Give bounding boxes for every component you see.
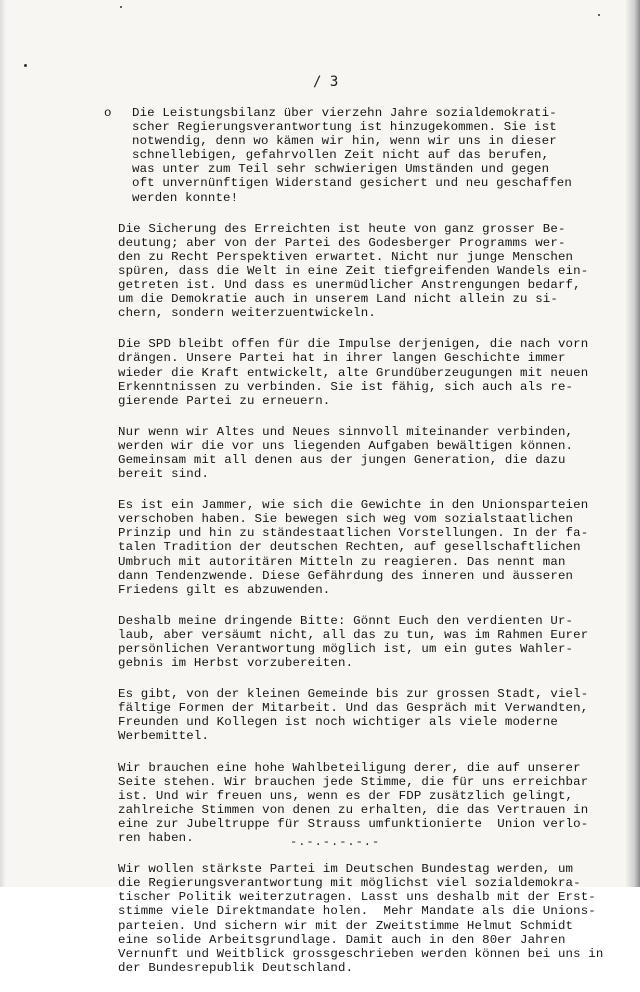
text-line: fältige Formen der Mitarbeit. Und das Gespräch mit Verwandten,	[118, 701, 589, 716]
text-line: notwendig, denn wo kämen wir hin, wenn wir uns in dieser	[132, 134, 557, 149]
scan-speck	[120, 6, 122, 8]
text-line: bereit sind.	[118, 467, 210, 482]
scan-speck	[598, 14, 600, 16]
scan-edge-left	[0, 0, 6, 887]
text-line: stimme viele Direktmandate holen. Mehr Mandate als die Unions-	[118, 904, 596, 919]
text-line: getreten ist. Und dass es unermüdlicher Anstrengungen bedarf,	[118, 278, 581, 293]
paragraph	[118, 687, 594, 743]
paragraph	[118, 862, 604, 975]
paragraph	[118, 761, 594, 846]
text-line: Es ist ein Jammer, wie sich die Gewichte in den Unionsparteien	[118, 498, 589, 513]
text-line: gebnis im Herbst vorzubereiten.	[118, 656, 354, 671]
paragraph	[118, 337, 594, 407]
paragraph	[118, 498, 594, 597]
page-number: / 3	[313, 74, 339, 90]
text-line: Wir wollen stärkste Partei im Deutschen Bundestag werden, um	[118, 862, 574, 877]
text-line: Umbruch mit autoritären Mitteln zu reagieren. Das nennt man	[118, 554, 566, 569]
bullet-marker: o	[104, 106, 112, 120]
text-line: chern, sondern weiterzuentwickeln.	[118, 306, 376, 321]
text-line: Erkenntnissen zu verbinden. Sie ist fähig, sich auch als re-	[118, 379, 574, 394]
scan-edge-right	[626, 0, 640, 887]
text-line: Die Sicherung des Erreichten ist heute von ganz grosser Be-	[118, 221, 566, 236]
paragraph	[118, 425, 594, 481]
text-line: Es gibt, von der kleinen Gemeinde bis zur grossen Stadt, viel-	[118, 687, 589, 702]
text-line: dann Tendenzwende. Diese Gefährdung des inneren und äusseren	[118, 568, 574, 583]
text-line: Gemeinsam mit all denen aus der jungen Generation, die dazu	[118, 452, 566, 467]
text-line: der Bundesrepublik Deutschland.	[118, 960, 354, 975]
text-line: Die SPD bleibt offen für die Impulse derjenigen, die nach vorn	[118, 337, 589, 352]
paragraph	[118, 222, 594, 321]
text-line: tischer Politik weiterzutragen. Lasst uns deshalb mit der Erst-	[118, 890, 596, 905]
text-line: Prinzip und hin zu ständestaatlichen Vorstellungen. In der fa-	[118, 526, 589, 541]
text-line: Seite stehen. Wir brauchen jede Stimme, die für uns erreichbar	[118, 774, 589, 789]
text-line: ren haben.	[118, 831, 194, 846]
text-line: drängen. Unsere Partei hat in ihrer langen Geschichte immer	[118, 351, 566, 366]
text-line: um die Demokratie auch in unserem Land nicht allein zu si-	[118, 292, 558, 307]
text-line: Die Leistungsbilanz über vierzehn Jahre sozialdemokrati-	[132, 106, 557, 120]
text-line: schnellebigen, gefahrvollen Zeit nicht auf das berufen,	[132, 148, 550, 163]
text-line: Nur wenn wir Altes und Neues sinnvoll miteinander verbinden,	[118, 424, 574, 439]
text-line: persönlichen Verantwortung möglich ist, um ein gutes Wahler-	[118, 642, 574, 656]
text-line: was unter zum Teil sehr schwierigen Umständen und gegen	[132, 162, 550, 177]
text-line: scher Regierungsverantwortung ist hinzugekommen. Sie ist	[132, 120, 557, 135]
text-line: eine zur Jubeltruppe für Strauss umfunktionierte Union verlo-	[118, 816, 589, 831]
bullet-text	[118, 106, 594, 205]
text-line: werden wir die vor uns liegenden Aufgaben bewältigen können.	[118, 438, 574, 453]
paragraph	[118, 614, 594, 670]
text-line: verschoben haben. Sie bewegen sich weg vom sozialstaatlichen	[118, 512, 574, 527]
scan-speck	[24, 64, 27, 67]
text-line: wieder die Kraft entwickelt, alte Grundüberzeugungen mit neuen	[118, 365, 589, 380]
text-line: werden konnte!	[132, 190, 239, 205]
paragraph	[104, 106, 594, 205]
text-line: eine solide Arbeitsgrundlage. Damit auch in den 80er Jahren	[118, 932, 566, 947]
text-line: zahlreiche Stimmen von denen zu erhalten, die das Vertrauen in	[118, 802, 589, 817]
text-line: ist. Und wir freuen uns, wenn es der FDP zusätzlich gelingt,	[118, 788, 574, 803]
text-line: Wir brauchen eine hohe Wahlbeteiligung derer, die auf unserer	[118, 760, 581, 775]
text-line: Deshalb meine dringende Bitte: Gönnt Euch den verdienten Ur-	[118, 613, 574, 628]
text-line: talen Tradition der deutschen Rechten, auf gesellschaftlichen	[118, 540, 581, 555]
text-line: den zu Recht Perspektiven erwartet. Nicht nur junge Menschen	[118, 249, 574, 264]
text-line: Werbemittel.	[118, 729, 210, 744]
text-line: spüren, dass die Welt in eine Zeit tiefgreifenden Wandels ein-	[118, 263, 589, 278]
text-line: parteien. Und sichern wir mit der Zweitstimme Helmut Schmidt	[118, 918, 574, 933]
text-line: die Regierungsverantwortung mit möglichst viel sozialdemokra-	[118, 876, 581, 891]
letter-body	[104, 106, 604, 992]
closing-mark: -.-.-.-.-.-	[290, 835, 381, 849]
text-line: oft unvernünftigen Widerstand gesichert und neu geschaffen	[132, 176, 572, 191]
text-line: gierende Partei zu erneuern.	[118, 393, 331, 408]
text-line: laub, aber versäumt nicht, all das zu tun, was im Rahmen Eurer	[118, 627, 589, 642]
text-line: deutung; aber von der Partei des Godesberger Programms wer-	[118, 235, 566, 250]
text-line: Vernunft und Weitblick grossgeschrieben werden können bei uns in	[118, 946, 604, 961]
text-line: Freunden und Kollegen ist noch wichtiger als viele moderne	[118, 715, 558, 730]
text-line: Friedens gilt es abzuwenden.	[118, 582, 331, 597]
